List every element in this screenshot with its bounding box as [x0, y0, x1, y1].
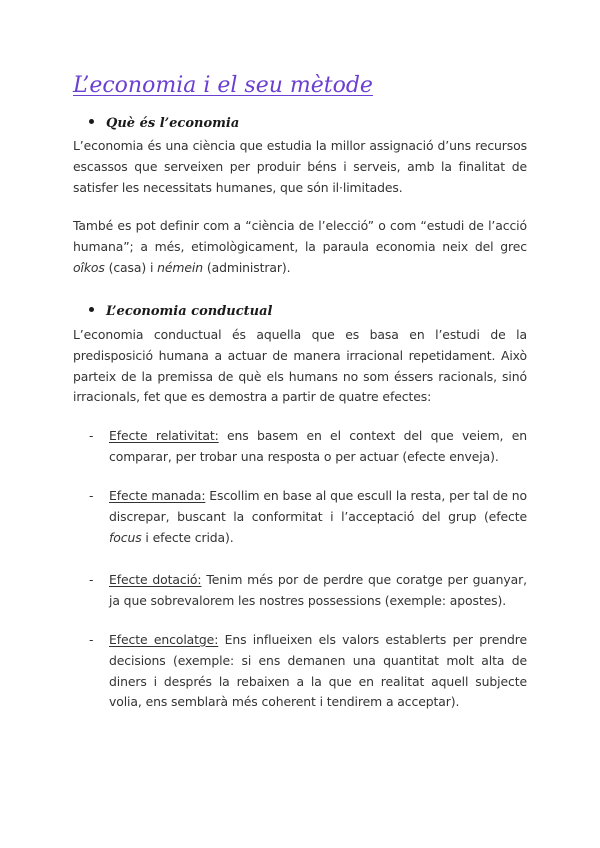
page-title: L’economia i el seu mètode	[73, 73, 373, 98]
paragraph-conductual: L’economia conductual és aquella que es basa en l’estudi de la predisposició humana a actuar de manera irracional repetidament. Això parteix de la premissa de què els humans no som éssers racionals, sinó irracionals, fet que es demostra a partir de quatre efectes:	[73, 327, 527, 405]
effect-description: Tenim més por de perdre que coratge per guanyar, ja que sobrevalorem les nostres possessions (exemple: apostes).	[109, 572, 527, 608]
greek-term-nemein: némein	[157, 259, 204, 275]
paragraph-text: (casa) i	[104, 259, 158, 275]
section-heading-conductual	[89, 303, 273, 321]
list-item-effect-encolatge	[89, 630, 527, 713]
section-heading-que-es	[89, 115, 239, 133]
paragraph-etymology	[73, 216, 527, 278]
dash-marker: -	[89, 428, 94, 443]
section-heading-label: L’economia conductual	[106, 304, 273, 319]
effect-term: Efecte relativitat:	[109, 428, 219, 443]
effect-description: Ens influeixen els valors establerts per prendre decisions (exemple: si ens demanen una quantitat molt alta de diners i després la rebaixen a la que en realitat aquell subjecte volia, ens semblarà més coherent i tendirem a acceptar).	[109, 632, 527, 710]
bullet-icon	[89, 307, 94, 312]
paragraph-definition: L’economia és una ciència que estudia la millor assignació d’uns recursos escassos que serveixen per produir béns i serveis, amb la finalitat de satisfer les necessitats humanes, que són il·limitades.	[73, 138, 527, 195]
list-item-effect-relativitat	[89, 426, 527, 468]
paragraph-text: També es pot definir com a “ciència de l’elecció” o com “estudi de l’acció humana”; a més, etimològicament, la paraula economia neix del grec	[73, 218, 527, 254]
effect-description: Escollim en base al que escull la resta, per tal de no discrepar, buscant la conformitat i l’acceptació del grup (efecte	[109, 488, 527, 524]
effect-body	[109, 570, 527, 612]
effect-description: i efecte crida).	[141, 529, 234, 545]
effect-body	[109, 630, 527, 713]
effect-body	[109, 486, 527, 548]
paragraph-text: (administrar).	[203, 259, 291, 275]
list-item-effect-manada	[89, 486, 527, 548]
dash-marker: -	[89, 488, 94, 503]
effect-italic-term: focus	[109, 529, 142, 545]
list-item-effect-dotacio	[89, 570, 527, 612]
bullet-icon	[89, 119, 94, 124]
dash-marker: -	[89, 572, 94, 587]
effect-term: Efecte encolatge:	[109, 632, 219, 647]
effect-term: Efecte dotació:	[109, 572, 202, 587]
effect-term: Efecte manada:	[109, 488, 206, 503]
section-heading-label: Què és l’economia	[106, 116, 240, 131]
effect-body	[109, 426, 527, 468]
effect-description: ens basem en el context del que veiem, en comparar, per trobar una resposta o per actuar (efecte enveja).	[109, 428, 527, 464]
dash-marker: -	[89, 632, 94, 647]
greek-term-oikos: oîkos	[73, 259, 105, 275]
